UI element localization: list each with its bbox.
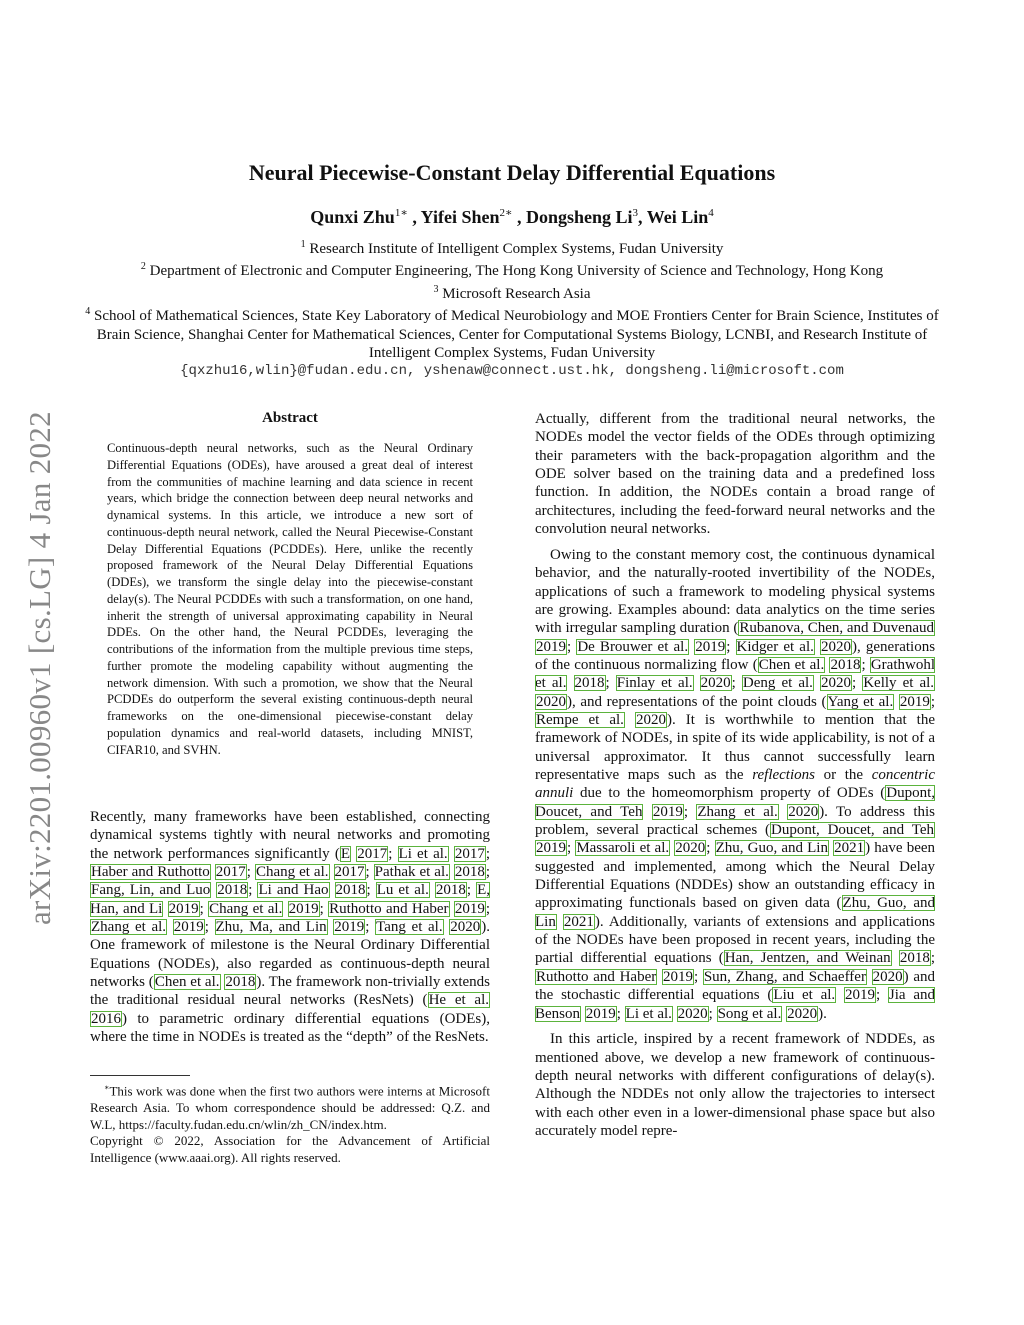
text-run: ; [366, 882, 376, 899]
citation-link[interactable]: 2017 [357, 845, 388, 862]
citation-link[interactable]: Zhang et al. [697, 803, 778, 820]
citation-link[interactable]: Tang et al. [376, 919, 443, 936]
copyright-notice: Copyright © 2022, Association for the Advancement of Artificial Intelligence (www.aaai.org). All rights reserved. [90, 1133, 490, 1165]
text-run: ) have been suggested and implemented, among which the Neural Delay Differential Equations (NDDEs) show an outstanding efficacy in approximating functionals based on given data ( [535, 840, 936, 912]
left-column-body [90, 808, 490, 1054]
citation-link[interactable]: Kelly et al. [863, 675, 935, 692]
author-name: Qunxi Zhu [310, 207, 395, 227]
text-run: ). The framework non-trivially extends the traditional residual neural networks (ResNets) ( [90, 974, 491, 1009]
citation-link[interactable]: Rempe et al. [536, 712, 624, 728]
citation-link[interactable]: Zhu, Guo, and Lin [535, 895, 935, 930]
text-run: ; [248, 882, 258, 899]
citation-link[interactable]: 2020 [788, 803, 819, 820]
text-run: ; [365, 864, 374, 881]
citation-link[interactable]: Pathak et al. [374, 864, 449, 881]
text-run: Actually, different from the traditional neural networks, the NODEs model the vector fields of the ODEs through optimizing their parameters with the back-propagation algorithm and the ODE solver based on the training data and a predefined loss function. In addition, the NODEs contain a broad range of architectures, including the feed-forward neural networks and the convolution neural networks. [535, 411, 935, 538]
author-separator: , [407, 207, 421, 227]
citation-link[interactable]: Song et al. [717, 1005, 782, 1022]
text-run: Recently, many frameworks have been established, connecting dynamical systems tightly with neural networks and promoting the network performances significantly ( [90, 809, 490, 862]
author-name: Dongsheng Li [525, 207, 633, 227]
citation-link[interactable]: 2020 [635, 712, 666, 728]
affiliation [80, 236, 944, 258]
text-run: ). To address this problem, several practical schemes ( [535, 803, 936, 839]
citation-link[interactable]: Dupont, Doucet, and Teh [771, 822, 934, 839]
affiliation [80, 281, 944, 303]
author-separator: , [638, 207, 647, 227]
affiliation-number: 2 [140, 261, 146, 273]
author-affil-mark: 1∗ [394, 207, 408, 219]
citation-link[interactable]: Zhang et al. [91, 919, 167, 936]
text-run: ; [204, 919, 215, 936]
citation-link[interactable]: Rubanova, Chen, and Duvenaud [739, 620, 934, 637]
citation-link[interactable]: Kidger et al. [736, 638, 814, 655]
text-run: ) to parametric ordinary differential equations (ODEs), where the time in NODEs is treated as the “depth” of the ResNets. [90, 1010, 490, 1046]
citation-link[interactable]: 2019 [844, 987, 875, 1004]
citation-link[interactable]: Zhu, Ma, and Lin [215, 919, 327, 936]
citation-link[interactable]: Zhu, Guo, and Lin [715, 840, 828, 857]
text-run [836, 987, 844, 1003]
citation-link[interactable]: 2019 [652, 803, 683, 820]
text-run: ). It is worthwhile to mention that the framework of NODEs, in spite of its wide applicability, is not of a universal approximator. It thus cannot successfully learn representative maps such as the [535, 712, 936, 784]
affiliation-number: 4 [85, 306, 91, 318]
author-emails: {qxzhu16,wlin}@fudan.edu.cn, yshenaw@connect.ust.hk, dongsheng.li@microsoft.com [180, 363, 844, 380]
affiliation [80, 303, 944, 362]
text-run: ; [875, 987, 888, 1004]
text-run: ; [485, 900, 491, 917]
text-run [867, 969, 872, 985]
author-name: Yifei Shen [420, 207, 500, 227]
text-run [330, 864, 334, 880]
citation-link[interactable]: 2021 [563, 913, 594, 930]
citation-link[interactable]: Deng et al. [742, 675, 813, 692]
affiliation-number: 3 [433, 283, 439, 295]
text-run [567, 675, 573, 691]
text-run: ; [861, 656, 870, 673]
text-run: ; [693, 968, 703, 985]
text-run: ; [388, 845, 398, 862]
citation-link[interactable]: Li and Hao [258, 882, 329, 899]
right-column-body [535, 410, 935, 1148]
affiliations [80, 236, 944, 381]
author-list [0, 206, 1024, 228]
citation-link[interactable]: 2020 [700, 675, 731, 692]
text-run: ; [616, 1005, 625, 1022]
citation-link[interactable]: Ruthotto and Haber [329, 900, 449, 917]
footnote [90, 1080, 490, 1166]
citation-link[interactable]: Chang et al. [255, 864, 329, 881]
text-run: ; [567, 840, 576, 857]
text-run [779, 804, 787, 820]
abstract-heading: Abstract [262, 410, 318, 426]
citation-link[interactable]: Liu et al. [773, 987, 836, 1004]
citation-link[interactable]: 2018 [830, 656, 861, 673]
citation-link[interactable]: He et al. [428, 992, 490, 1009]
citation-link[interactable]: E, Han, and Li [90, 882, 491, 917]
author-separator: , [512, 207, 526, 227]
author-affil-mark: 4 [708, 207, 714, 219]
text-run: ), and representations of the point clouds ( [567, 693, 827, 710]
text-run [283, 901, 287, 917]
text-run: ; [485, 864, 491, 881]
author-affil-mark: 3 [632, 207, 639, 219]
text-run: ; [199, 900, 209, 917]
author-name: Wei Lin [646, 207, 709, 227]
emphasis-text: concentric annuli [535, 767, 935, 802]
text-run: ; [731, 675, 742, 692]
citation-link[interactable]: E [340, 845, 350, 862]
citation-link[interactable]: Chang et al. [209, 900, 283, 917]
text-run [167, 919, 173, 935]
citation-link[interactable]: 2019 [334, 919, 365, 936]
citation-link[interactable]: 2018 [217, 882, 248, 899]
citation-link[interactable]: 2020 [872, 968, 903, 985]
text-run: ; [930, 950, 936, 967]
citation-link[interactable]: 2021 [834, 840, 865, 857]
paragraph [90, 808, 490, 1046]
affiliation-text: Microsoft Research Asia [438, 285, 591, 302]
abstract-text: Continuous-depth neural networks, such as the Neural Ordinary Differential Equations (ODEs), have aroused a great deal of interest from the communities of machine learning and data science in recent years, which bridge the connection between deep neural networks and dynamical systems. In this article, we introduce a new sort of continuous-depth neural network, called the Neural Piecewise-Constant Delay Differential Equations (PCDDEs). Here, unlike the recently proposed framework of the Neural Delay Differential Equations (DDEs), we transform the single delay into the piecewise-constant delay(s). The Neural PCDDEs with such a transformation, on one hand, inherit the strength of universal approximating capability in Neural DDEs. On the other hand, the Neural PCDDEs, leveraging the contributions of the information from the multiple previous time steps, further promote the modeling capability without augmenting the network dimension. With such a promotion, we show that the Neural PCDDEs do outperform the several existing continuous-depth neural frameworks on the one-dimensional piecewise-constant delay population dynamics and real-world datasets, including MNIST, CIFAR10, and SVHN. [107, 441, 473, 757]
citation-link[interactable]: Sun, Zhang, and Schaeffer [703, 968, 866, 985]
citation-link[interactable]: 2017 [334, 864, 365, 881]
text-run: ). Additionally, variants of extensions and applications of the NODEs have been proposed in recent years, including the partial differential equations ( [535, 913, 935, 967]
text-run: ; [485, 845, 491, 862]
citation-link[interactable]: 2019 [695, 638, 726, 655]
citation-link[interactable]: 2019 [173, 919, 204, 936]
citation-link[interactable]: Chen et al. [154, 974, 220, 991]
citation-link[interactable]: 2019 [899, 693, 930, 710]
citation-link[interactable]: Han, Jentzen, and Weinan [724, 950, 891, 967]
citation-link[interactable]: Jia and Benson [535, 987, 936, 1022]
citation-link[interactable]: Yang et al. [827, 693, 894, 710]
paper-title: Neural Piecewise-Constant Delay Differential Equations [248, 160, 776, 185]
text-run: due to the homeomorphism property of ODEs ( [573, 785, 886, 802]
text-run: ; [319, 900, 329, 917]
citation-link[interactable]: 2018 [454, 864, 485, 881]
citation-link[interactable]: 2018 [574, 675, 605, 692]
text-run: ; [706, 840, 715, 857]
text-run [643, 804, 651, 820]
citation-link[interactable]: Finlay et al. [616, 675, 693, 692]
affiliation-number: 1 [300, 239, 306, 250]
footnote-mark: ∗ [104, 1083, 110, 1092]
arxiv-stamp: arXiv:2201.00960v1 [cs.LG] 4 Jan 2022 [22, 411, 57, 925]
emphasis-text: reflections [752, 767, 815, 784]
text-run: ). [818, 1005, 827, 1022]
citation-link[interactable]: Fang, Lin, and Luo [91, 882, 211, 899]
text-run: ), generations of the continuous normalizing flow ( [535, 638, 936, 673]
citation-link[interactable]: Lu et al. [376, 882, 429, 899]
text-run: ). One framework of milestone is the Neural Ordinary Differential Equations (NODEs), also regarded as continuous-depth neural networks ( [90, 919, 490, 991]
citation-link[interactable]: Grathwohl et al. [535, 656, 935, 692]
citation-link[interactable]: 2020 [821, 638, 852, 655]
affiliation-text: Research Institute of Intelligent Complex Systems, Fudan University [305, 241, 724, 257]
citation-link[interactable]: 2019 [168, 900, 199, 917]
text-run [892, 950, 899, 966]
citation-link[interactable]: 2019 [536, 638, 566, 655]
text-run: ; [246, 864, 255, 881]
citation-link[interactable]: 2019 [454, 900, 485, 917]
citation-link[interactable]: 2016 [91, 1010, 121, 1027]
affiliation [80, 258, 944, 280]
citation-link[interactable]: De Brouwer et al. [577, 638, 689, 655]
text-run: ; [726, 638, 736, 655]
text-run [557, 914, 563, 930]
citation-link[interactable]: Chen et al. [758, 656, 825, 673]
citation-link[interactable]: Ruthotto and Haber [536, 968, 657, 985]
text-run: ; [365, 919, 376, 936]
text-run: ; [683, 803, 697, 820]
citation-link[interactable]: 2019 [662, 968, 693, 985]
citation-link[interactable]: 2019 [288, 900, 319, 917]
citation-link[interactable]: Haber and Ruthotto [91, 864, 210, 881]
text-run: ; [708, 1005, 717, 1022]
paragraph [535, 410, 935, 538]
text-run: ; [605, 675, 616, 692]
citation-link[interactable]: Li et al. [625, 1005, 672, 1022]
text-run: ; [851, 675, 863, 692]
footnote-divider [90, 1075, 190, 1076]
citation-link[interactable]: 2020 [677, 1005, 708, 1022]
text-run [625, 712, 635, 728]
text-run [694, 675, 700, 691]
text-run [163, 901, 167, 917]
citation-link[interactable]: Dupont, Doucet, and Teh [535, 785, 935, 820]
citation-link[interactable]: 2017 [215, 864, 246, 881]
citation-link[interactable]: 2019 [585, 1005, 616, 1022]
citation-link[interactable]: 2018 [225, 974, 256, 991]
paragraph [535, 546, 935, 1023]
author-affil-mark: 2∗ [499, 207, 513, 219]
citation-link[interactable]: 2017 [454, 845, 485, 862]
text-run: ; [567, 638, 577, 655]
citation-link[interactable]: 2020 [820, 675, 851, 692]
footnote-text: This work was done when the first two authors were interns at Microsoft Research Asia. To whom correspondence should be addressed: Q.Z. and W.L, https://faculty.fudan.edu.cn/wlin/zh_CN/index.htm. [90, 1083, 490, 1132]
citation-link[interactable]: 2020 [450, 919, 481, 936]
citation-link[interactable]: 2020 [787, 1005, 818, 1022]
citation-link[interactable]: 2018 [335, 882, 366, 899]
paragraph [535, 1030, 935, 1140]
text-run: Owing to the constant memory cost, the continuous dynamical behavior, and the naturally-rooted invertibility of the NODEs, applications of such a framework to modeling physical systems are growing. Examples abound: data analytics on the time series with irregular sampling duration ( [535, 546, 935, 637]
citation-link[interactable]: 2019 [536, 840, 566, 857]
citation-link[interactable]: Massaroli et al. [576, 840, 670, 857]
text-run [330, 882, 335, 898]
text-run: ; [466, 882, 477, 899]
citation-link[interactable]: Li et al. [398, 845, 448, 862]
citation-link[interactable]: 2018 [899, 950, 930, 967]
citation-link[interactable]: 2020 [675, 840, 706, 857]
text-run: In this article, inspired by a recent framework of NDDEs, as mentioned above, we develop a new framework of continuous-depth neural networks with different configurations of delay(s). Although the NDDEs not only allow the trajectories to intersect with each other even in a lower-dimensional phase space but also accurately model repre- [535, 1031, 935, 1140]
citation-link[interactable]: 2020 [536, 693, 566, 710]
text-run: or the [814, 767, 872, 784]
affiliation-text: Department of Electronic and Computer Engineering, The Hong Kong University of Science and Technology, Hong Kong [145, 263, 884, 280]
text-run: ; [930, 693, 936, 710]
affiliation-text: School of Mathematical Sciences, State Key Laboratory of Medical Neurobiology and MOE Frontiers Center for Brain Science, Institutes of Brain Science, Shanghai Center for Mathematical Sciences, Center for Computational Systems Biology, LCNBI, and Research Institute of Intelligent Complex Systems, Fudan University [90, 308, 939, 362]
text-run: ) and the stochastic differential equations ( [535, 968, 936, 1004]
citation-link[interactable]: 2018 [435, 882, 466, 899]
